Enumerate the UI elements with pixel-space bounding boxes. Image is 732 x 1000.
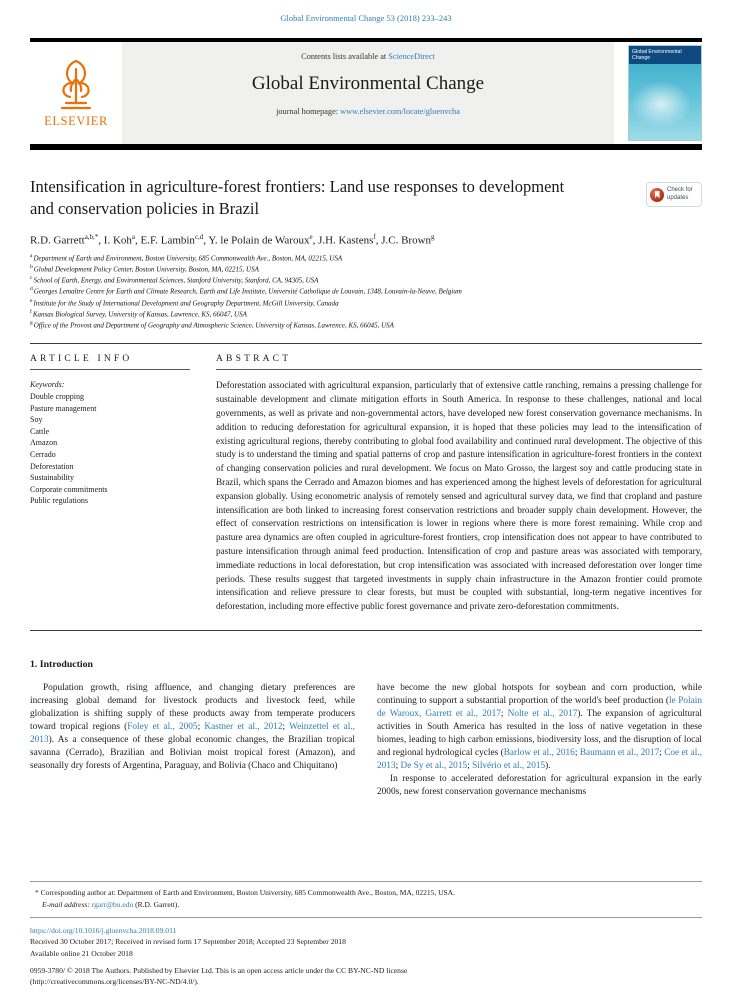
affiliation-text: School of Earth, Energy, and Environmental Sciences, Stanford University, Stanford, CA, 94305, USA xyxy=(33,276,319,285)
header-divider-bar xyxy=(30,144,702,150)
article-info-heading: ARTICLE INFO xyxy=(30,344,190,370)
citation-link[interactable]: Baumann et al., 2017 xyxy=(579,748,660,759)
keyword: Corporate commitments xyxy=(30,484,108,494)
journal-cover-thumbnail xyxy=(628,45,702,141)
cover-column xyxy=(614,42,702,144)
footnote-divider xyxy=(30,881,702,882)
article-title: Intensification in agriculture-forest frontiers: Land use responses to development and conservation policies in Brazil xyxy=(30,177,565,219)
citation-link[interactable]: Weinzettel et al., 2013 xyxy=(30,721,355,745)
email-line xyxy=(30,900,702,909)
affiliation-marker: f xyxy=(30,308,32,315)
footer xyxy=(30,881,702,1000)
keywords-label: Keywords: xyxy=(30,380,65,390)
affiliation-text: Kansas Biological Survey, University of Kansas, Lawrence, KS, 66047, USA xyxy=(32,310,247,319)
keyword: Pasture management xyxy=(30,403,97,413)
check-for-updates-badge[interactable] xyxy=(646,182,702,207)
affiliation-marker: b xyxy=(30,263,33,270)
license-url: (http://creativecommons.org/licenses/BY-NC-ND/4.0/). xyxy=(30,977,199,986)
citation-link[interactable]: Coe et al., 2013 xyxy=(377,748,702,772)
keyword: Double cropping xyxy=(30,391,84,401)
citation-link[interactable]: Barlow et al., 2016 xyxy=(503,748,575,759)
elsevier-tree-icon xyxy=(50,57,102,113)
received-dates: Received 30 October 2017; Received in revised form 17 September 2018; Accepted 23 September 2018 xyxy=(30,937,346,946)
doi-link[interactable]: https://doi.org/10.1016/j.gloenvcha.2018.09.011 xyxy=(30,925,177,935)
keyword: Public regulations xyxy=(30,496,88,506)
affiliation xyxy=(30,286,702,297)
affiliations xyxy=(30,253,702,332)
citation-link[interactable]: Nolte et al., 2017 xyxy=(507,708,578,719)
homepage-line xyxy=(122,107,614,116)
journal-citation-link[interactable]: Global Environmental Change 53 (2018) 233–243 xyxy=(280,13,452,23)
keyword: Soy xyxy=(30,415,43,425)
affiliation xyxy=(30,264,702,275)
affiliation-text: Institute for the Study of International Development and Geography Department, McGill University, Canada xyxy=(33,298,339,307)
abstract-heading: ABSTRACT xyxy=(216,344,702,370)
crossmark-icon xyxy=(650,188,664,202)
right-column xyxy=(377,682,702,799)
article-info-abstract-section xyxy=(30,343,702,631)
citation-link[interactable]: Foley et al., 2005 xyxy=(127,721,198,732)
citation-link[interactable]: De Sy et al., 2015 xyxy=(400,761,468,772)
affiliation-marker: c xyxy=(30,275,33,282)
affiliation-marker: d xyxy=(30,286,33,293)
journal-homepage-link[interactable]: www.elsevier.com/locate/gloenvcha xyxy=(340,107,460,116)
citation-link[interactable]: Kastner et al., 2012 xyxy=(204,721,283,732)
citation-link[interactable]: Silvério et al., 2015 xyxy=(472,761,546,772)
abstract-text: Deforestation associated with agricultural expansion, particularly that of extensive cattle ranching, remains a pressing challenge for sustainable development and climate mitigation efforts in South America. In response to these challenges, national and local governments, as well as private and non-governmental actors, have developed new forest conservation governance mechanisms. In addition to reducing deforestation for agricultural expansion, it is hoped that these policies may lead to the intensification of existing agricultural regions, thereby contributing to global food availability and continued rural development. The objective of this study is to understand the timing and spatial patterns of crop and pasture intensification in agriculture-forest frontiers in the context of changing conservation policies and rural development. We focus on Mato Grosso, the largest soy and cattle producing state in Brazil, which spans the Cerrado and Amazon biomes and has experienced among the highest levels of deforestation for agricultural expansion globally. Using econometric analysis of remotely sensed and agricultural survey data, we find that cropland and pasture intensification are both linked to increasing forest conservation restrictions and broader supply chain development. However, the effect of conservation restrictions on intensification is lower in regions where there is more forest remaining. While crop and pasture area dynamics are often coupled in agriculture-forest frontiers, crop intensification does not appear to have contributed to pasture intensification through animal feed production. Intensification of crop and pasture areas was associated with temporary, immediate reductions in local deforestation, but crop intensification was associated with increased deforestation over longer time periods. These results suggest that targeted investments in supply chain infrastructure in the Amazon frontier could promote intensification and relieve pressure to clear forests, but must be coupled with substantial, long-term negative incentives for deforestation, including more effective public forest governance and private zero-deforestation commitments. xyxy=(216,380,702,612)
email-suffix: (R.D. Garrett). xyxy=(133,899,180,909)
affiliation xyxy=(30,320,702,331)
body-text xyxy=(30,682,702,799)
affiliation-marker: g xyxy=(30,320,33,327)
affiliation-text: Georges Lemaître Centre for Earth and Climate Research, Earth and Life Institute, Université Catholique de Louvain, 1348, Louvain-la-Neuve, Belgium xyxy=(33,287,462,296)
affiliation xyxy=(30,298,702,309)
paragraph: Population growth, rising affluence, and changing dietary preferences are increasing global demand for livestock products and livestock feed, while globalization is shifting supply of these products away from temperate producers toward tropical regions (Foley et al., 2005; Kastner et al., 2012; Weinzettel et al., 2013). As a consequence of these global economic changes, the Brazilian tropical savanna (Cerrado), Brazilian and Bolivian moist tropical forest (Amazon), and seasonally dry forests of Argentina, Paraguay, and Bolivia (Chaco and Chiquitano) xyxy=(30,682,355,772)
contents-line xyxy=(122,52,614,61)
sciencedirect-link[interactable]: ScienceDirect xyxy=(388,52,435,61)
corresponding-author-note: * Corresponding author at: Department of Earth and Environment, Boston University, 685 Commonwealth Ave., Boston, MA, 02215, USA. xyxy=(35,888,455,897)
affiliation xyxy=(30,275,702,286)
affiliation-text: Global Development Policy Center, Boston University, Boston, MA, 02215, USA xyxy=(33,265,259,274)
affiliation-text: Office of the Provost and Department of Geography and Atmospheric Science, University of Kansas, Lawrence, KS, 66045, USA xyxy=(33,321,394,330)
author-list: R.D. Garrett$^{a,b,*}$, I. Koh$^a$, E.F. Lambin$^{c,d}$, Y. le Polain de Waroux$^e$, J.H. Kastens$^f$, J.C. Brown$^g$ xyxy=(30,232,435,247)
left-column xyxy=(30,682,355,799)
affiliation-text: Department of Earth and Environment, Boston University, 685 Commonwealth Ave., Boston, MA, 02215, USA xyxy=(33,253,343,262)
contents-prefix: Contents lists available at xyxy=(301,52,389,61)
affiliation xyxy=(30,253,702,264)
available-online: Available online 21 October 2018 xyxy=(30,948,133,958)
article-info-column xyxy=(30,344,190,614)
email-link[interactable]: rgarr@bu.edu xyxy=(91,899,134,909)
journal-title: Global Environmental Change xyxy=(251,73,485,94)
affiliation-marker: e xyxy=(30,297,33,304)
elsevier-logo xyxy=(30,42,122,144)
check-for-updates-label: Check for updates xyxy=(667,187,693,201)
homepage-prefix: journal homepage: xyxy=(276,107,341,116)
paragraph: have become the new global hotspots for soybean and corn production, while continuing to support a substantial proportion of the world's beef production (le Polain de Waroux, Garrett et al., 2017; Nolte et al., 2017). The expansion of agricultural activities in South America has resulted in the loss of native vegetation in these biomes, leading to high carbon emissions, biodiversity loss, and the disruption of local and regional hydrological cycles (Barlow et al., 2016; Baumann et al., 2017; Coe et al., 2013; De Sy et al., 2015; Silvério et al., 2015). xyxy=(377,682,702,772)
copyright-line: 0959-3780/ © 2018 The Authors. Published by Elsevier Ltd. This is an open access article under the CC BY-NC-ND license xyxy=(30,965,408,975)
paragraph: In response to accelerated deforestation for agricultural expansion in the early 2000s, new forest conservation governance mechanisms xyxy=(377,774,702,798)
title-row xyxy=(30,176,702,221)
email-label: E-mail address: xyxy=(42,899,90,909)
citation-link[interactable]: le Polain de Waroux, Garrett et al., 2017 xyxy=(377,695,702,719)
doi-divider xyxy=(30,917,702,918)
affiliation xyxy=(30,309,702,320)
journal-banner xyxy=(122,42,614,144)
section-heading-introduction: 1. Introduction xyxy=(30,658,93,670)
keyword: Cattle xyxy=(30,426,50,436)
cover-title: Global Environmental Change xyxy=(629,46,701,64)
keyword: Cerrado xyxy=(30,449,56,459)
keyword: Amazon xyxy=(30,438,58,448)
journal-header xyxy=(30,42,702,144)
keyword: Deforestation xyxy=(30,461,74,471)
abstract-column xyxy=(216,344,702,614)
keyword: Sustainability xyxy=(30,473,74,483)
affiliation-marker: a xyxy=(30,252,33,259)
elsevier-wordmark: ELSEVIER xyxy=(44,114,108,128)
